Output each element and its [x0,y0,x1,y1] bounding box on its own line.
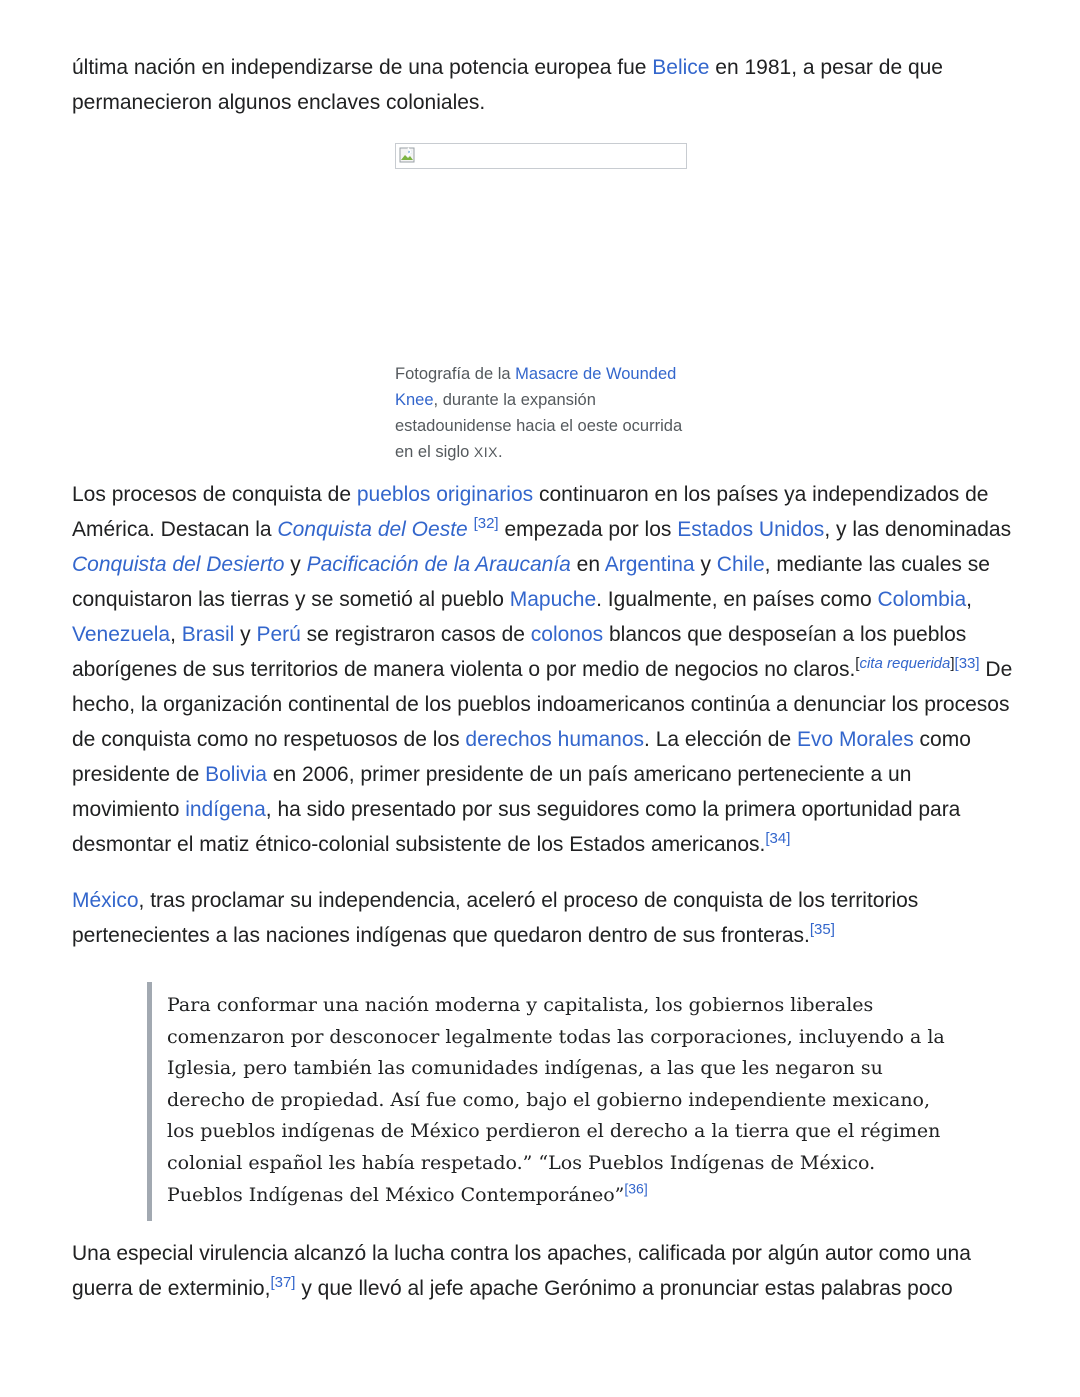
text: última nación en independizarse de una potencia europea fue [72,56,653,79]
link-derechos-humanos[interactable]: derechos humanos [465,728,645,751]
link-venezuela[interactable]: Venezuela [72,623,171,646]
link-chile[interactable]: Chile [716,553,765,576]
paragraph-mexico [72,883,1017,953]
reference [474,515,499,532]
text: como presidente de [72,728,971,786]
text: Los procesos de conquista de [72,483,357,506]
century-numeral: XIX [473,444,498,460]
link-evo-morales[interactable]: Evo Morales [796,728,914,751]
text: , mediante las cuales se conquistaron las tierras y se sometió al pueblo [72,553,990,611]
blockquote [147,982,947,1221]
figure-image-placeholder[interactable] [395,143,687,169]
reference [810,921,835,938]
link-argentina[interactable]: Argentina [604,553,695,576]
text: , [966,588,973,611]
text: empezada por los [504,518,678,541]
text: se registraron casos de [300,623,531,646]
paragraph-conquista [72,477,1017,862]
text: en 2006, primer presidente de un país americano perteneciente a un movimiento [72,763,912,821]
broken-image-icon [399,147,415,163]
ref-33[interactable]: [33] [954,655,980,672]
link-bolivia[interactable]: Bolivia [205,763,267,786]
text: y [234,623,257,646]
link-cita-requerida[interactable]: cita requerida [859,655,951,672]
text: . La elección de [644,728,797,751]
link-belice[interactable]: Belice [652,56,710,79]
text: en 1981, a pesar de que permanecieron algunos enclaves coloniales. [72,56,943,114]
ref-32[interactable]: [32] [473,515,499,532]
article-body-4 [72,1236,1017,1306]
link-colonos[interactable]: colonos [530,623,604,646]
paragraph-apaches [72,1236,1017,1306]
article-body-3 [72,883,1017,953]
link-mapuche[interactable]: Mapuche [509,588,597,611]
reference [765,830,790,847]
link-peru[interactable]: Perú [256,623,301,646]
link-indigena[interactable]: indígena [185,798,266,821]
link-conquista-del-desierto[interactable]: Conquista del Desierto [72,553,285,576]
ref-35[interactable]: [35] [809,921,835,938]
text: y que llevó al jefe apache Gerónimo a pronunciar estas palabras poco [301,1277,953,1300]
text: , [170,623,182,646]
text: en [570,553,605,576]
text: blancos que desposeían a los pueblos aborígenes de sus territorios de manera violenta o por medio de negocios no claros. [72,623,967,681]
text: y [694,553,717,576]
reference [624,1180,647,1196]
link-conquista-del-oeste[interactable]: Conquista del Oeste [277,518,468,541]
figure-caption [395,361,695,465]
quote-text: Para conformar una nación moderna y capitalista, los gobiernos liberales comenzaron por desconocer legalmente todas las corporaciones, incluyendo a la Iglesia, pero también las comunidades indígenas, a las que les negaron su derecho de propiedad. Así fue como, bajo el gobierno independiente mexicano, los pueblos indígenas de México perdieron el derecho a la tierra que el régimen colonial español les había respetado.” “Los Pueblos Indígenas de México. Pueblos Indígenas del México Contemporáneo” [167,994,945,1206]
text: De hecho, la organización continental de los pueblos indoamericanos continúa a denunciar los procesos de conquista como no respetuosos de los [72,658,1013,751]
text: , tras proclamar su independencia, aceleró el proceso de conquista de los territorios pertenecientes a las naciones indígenas que quedaron dentro de sus fronteras. [72,889,919,947]
citation-needed [855,655,979,672]
text: y [284,553,307,576]
ref-37[interactable]: [37] [270,1274,296,1291]
link-pacificacion-araucania[interactable]: Pacificación de la Araucanía [306,553,571,576]
text: Una especial virulencia alcanzó la lucha contra los apaches, calificada por algún autor como una guerra de exterminio, [72,1242,971,1300]
text: , durante la expansión estadounidense hacia el oeste ocurrida en el siglo [395,391,683,461]
text: , y las denominadas [824,518,1012,541]
article-body [72,50,1017,120]
link-masacre-wounded-knee[interactable]: Masacre de Wounded Knee [395,365,677,409]
link-mexico[interactable]: México [72,889,139,912]
link-colombia[interactable]: Colombia [877,588,967,611]
text: . [497,443,503,461]
link-estados-unidos[interactable]: Estados Unidos [677,518,825,541]
text: . Igualmente, en países como [596,588,878,611]
bracket: [ [855,655,860,672]
bracket: ] [950,655,955,672]
text: , ha sido presentado por sus seguidores como la primera oportunidad para desmontar el matiz étnico-colonial subsistente de los Estados americanos. [72,798,961,856]
link-pueblos-originarios[interactable]: pueblos originarios [356,483,534,506]
paragraph-independence [72,50,1017,120]
article-body-2 [72,477,1017,862]
link-brasil[interactable]: Brasil [181,623,235,646]
text: Fotografía de la [395,365,516,383]
ref-34[interactable]: [34] [765,830,791,847]
reference [270,1274,295,1291]
ref-36[interactable]: [36] [624,1180,648,1197]
text: continuaron en los países ya independizados de América. Destacan la [72,483,989,541]
figure [395,143,687,169]
